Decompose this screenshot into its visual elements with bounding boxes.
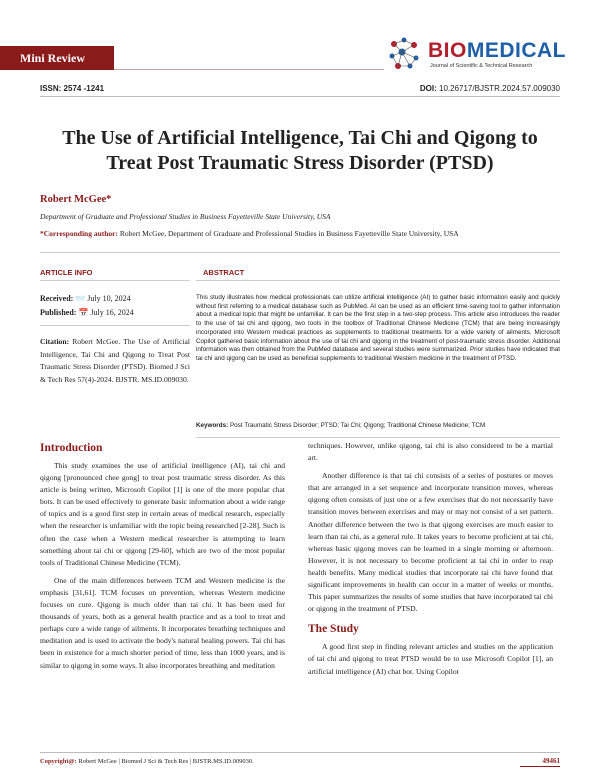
paragraph: One of the main differences between TCM and Western medicine is the emphasis [31,61]. TCM focuses on prevention, whereas Western medicine focuses on cure. Qigong is much older than tai chi. It has been used for thousands of years, both as a general health practice and as a tool to treat and perhaps cure a wide range of ailments. It incorporates breathing techniques and meditation and is used to activate the body's natural healing powers. Tai chi has been in existence for a much shorter period of time, less than 1000 years, and is similar to qigong in some ways. It also incorporates breathing and meditation [40, 575, 285, 670]
logo-wordmark [428, 39, 566, 63]
published-label: Published: [40, 308, 77, 317]
corresponding-label: *Corresponding author: [40, 229, 118, 238]
abstract-heading: ABSTRACT [203, 268, 245, 277]
author-name: Robert McGee* [40, 194, 112, 205]
journal-logo [384, 34, 584, 76]
keywords [196, 422, 560, 431]
calendar-icon: 📨 [75, 294, 86, 303]
copyright-text: Robert McGee | Biomed J Sci & Tech Res | BJSTR.MS.ID.009030. [76, 758, 254, 765]
paragraph: Another difference is that tai chi consists of a series of postures or moves that are arranged in a set sequence and incorporate transition moves, whereas qigong often consists of just one or a few exercises that do not necessarily have transition moves between exercises and may or may not consist of a set pattern. Another difference between the two is that qigong exercises are much easier to learn than tai chi, as a general rule. It takes years to become proficient at tai chi, whereas basic qigong moves can be learned in a single morning or afternoon. However, it is not necessary to become proficient at tai chi in order to reap health benefits. Many medical studies that incorporate tai chi have found that significant improvements in health can occur in a matter of weeks or months. This paper summarizes the results of some studies that have incorporated tai chi or qigong in the treatment of PTSD. [308, 471, 553, 614]
abstract-bottom-divider [196, 437, 560, 438]
published-value: July 16, 2024 [90, 308, 134, 317]
introduction-heading: Introduction [40, 442, 103, 454]
doi-label: DOI: [419, 84, 437, 93]
copyright-label: Copyright@: [40, 758, 77, 765]
published-date [40, 308, 134, 317]
body-left-column [40, 440, 285, 678]
logo-subtitle: Journal of Scientific & Technical Research [430, 63, 533, 69]
banner-divider [114, 69, 384, 70]
citation-text: Robert McGee. The Use of Artificial Intelligence, Tai Chi and Qigong to Treat Post Traumatic Stress Disorder (PTSD). Biomed J Sci & Tech Res 57(4)-2024. BJSTR. MS.ID.009030. [40, 337, 190, 384]
article-title: The Use of Artificial Intelligence, Tai Chi and Qigong to Treat Post Traumatic Stress Disorder (PTSD) [62, 127, 538, 174]
keywords-text: Post Traumatic Stress Disorder; PTSD; Tai Chi; Qigong; Traditional Chinese Medicine; TCM [228, 422, 486, 429]
corresponding-author [40, 229, 459, 238]
doi[interactable] [420, 84, 560, 93]
keywords-label: Keywords: [196, 422, 229, 429]
title-divider [40, 252, 560, 253]
paragraph: A good first step in finding relevant articles and studies on the application of tai chi and qigong to treat PTSD would be to use Microsoft Copilot [1], an artificial intelligence (AI) chat bot. Using Copilot [308, 642, 553, 676]
received-value: July 10, 2024 [87, 294, 131, 303]
logo-medical-text: MEDICAL [466, 39, 567, 62]
paragraph: This study examines the use of artificial intelligence (AI), tai chi and qigong [pronounced chee gong] to treat post traumatic stress disorder. As this article is being written, Microsoft Copilot [1] is one of the more popular chat bots. It can be used effectively to generate basic information about a wide range of topics and is a good first step in certain areas of medical research, especially when the researcher is unfamiliar with the topic being researched [2-28]. Such is often the case when a Western medical researcher is attempting to learn something about tai chi or qigong [29-60], which are two of the most popular tools of Traditional Chinese Medicine (TCM). [40, 461, 285, 567]
abstract-divider [196, 280, 560, 281]
logo-bio-text: BIO [428, 39, 467, 62]
doi-value[interactable]: 10.26717/BJSTR.2024.57.009030 [439, 84, 560, 93]
affiliation: Department of Graduate and Professional Studies in Business Fayetteville State University, USA [40, 212, 331, 221]
page-number-underline [520, 766, 560, 767]
footer-divider [40, 752, 560, 753]
copyright [40, 758, 254, 765]
paragraph: techniques. However, unlike qigong, tai chi is also considered to be a martial art. [308, 441, 553, 463]
issn: ISSN: 2574 -1241 [40, 84, 105, 93]
article-info-heading: ARTICLE INFO [40, 268, 93, 277]
received-label: Received: [40, 294, 74, 303]
article-type-banner: Mini Review [0, 46, 114, 70]
article-info-divider [40, 280, 190, 281]
abstract-text: This study illustrates how medical professionals can utilize artificial intelligence (AI) to gather basic information easily and quickly without first referring to a medical database such as PubMed. AI can be used as an efficient time-saving tool to gather information about a medical topic that might be unfamiliar. It can be the first step in a two-step process. This article also introduces the reader to the use of tai chi and qigong, two tools in the toolbox of Traditional Chinese Medicine (TCM) that are being increasingly incorporated into Western medical practices as supplements to traditional treatments for a wide variety of ailments. Microsoft Copilot gathered basic information about the use of tai chi and qigong in the treatment of post-traumatic stress disorder. Additional information was then obtained from the PubMed database and several studies were summarized. Prior studies have indicated that tai chi and qigong can be used as beneficial supplements to traditional Western medicine in the treatment of PTSD. [196, 294, 560, 362]
body-right-column [308, 440, 553, 684]
corresponding-text: Robert McGee, Department of Graduate and Professional Studies in Business Fayetteville State University, USA [118, 229, 459, 238]
citation-divider [40, 325, 190, 326]
citation-label: Citation: [40, 337, 70, 346]
header-divider [40, 96, 560, 97]
calendar-icon: 📅 [78, 308, 89, 317]
page-number: 49461 [542, 757, 560, 765]
study-heading: The Study [308, 623, 359, 636]
citation [40, 336, 190, 386]
biomedical-logo-icon [384, 34, 428, 74]
received-date [40, 294, 131, 303]
